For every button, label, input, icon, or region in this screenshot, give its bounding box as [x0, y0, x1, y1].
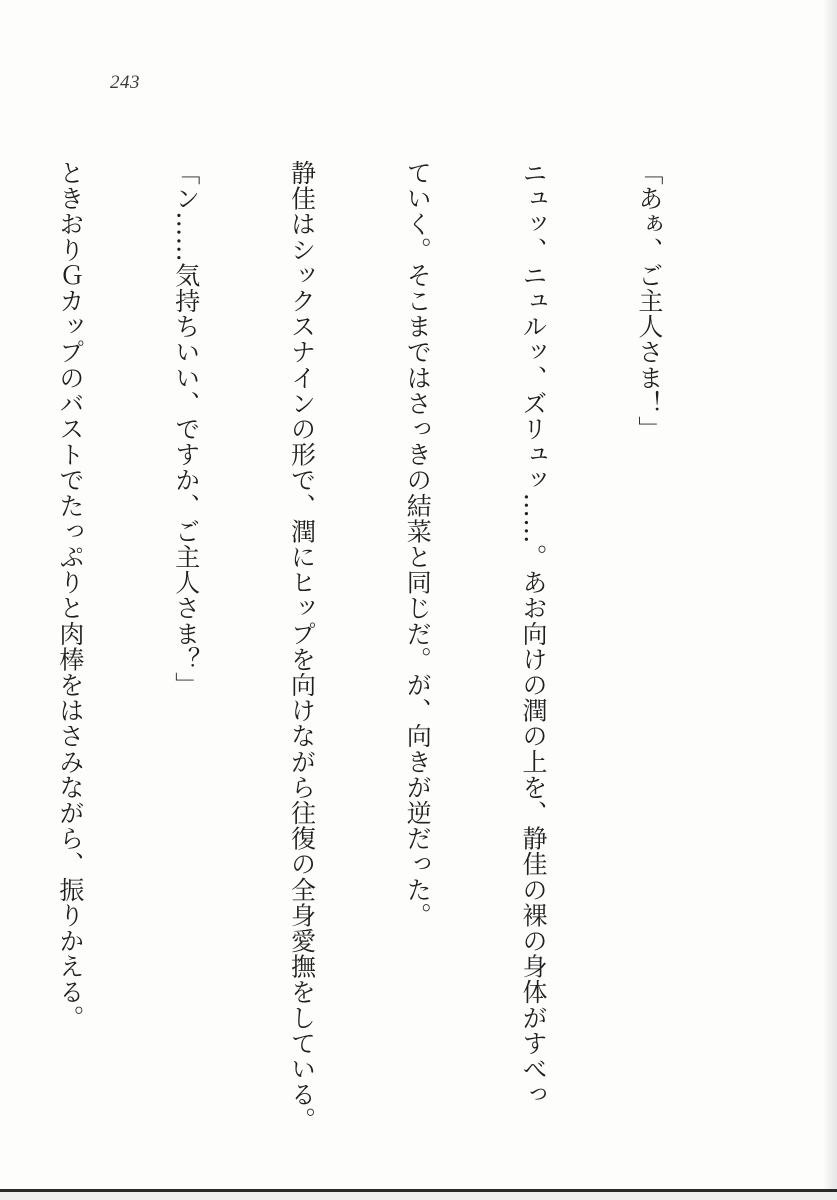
page-number: 243: [110, 72, 140, 93]
vertical-text-body: [0, 160, 745, 1133]
text-line: ていく。そこまではさっきの結菜と同じだ。が、向きが逆だった。: [403, 160, 433, 928]
text-line: 「ン……気持ちいい、ですか、ご主人さま？」: [171, 160, 201, 698]
text-line: 「あぁ、ご主人さま！」: [634, 160, 664, 442]
page-edge-shadow: [823, 0, 837, 1200]
text-line: ときおりＧカップのバストでたっぷりと肉棒をはさみながら、振りかえる。: [55, 160, 85, 1031]
text-line: ニュッ、ニュルッ、ズリュッ……。あお向けの潤の上を、静佳の裸の身体がすべっ: [519, 160, 549, 1108]
bottom-shade: [0, 1192, 837, 1200]
bottom-rule: [0, 1189, 837, 1192]
text-line: 静佳はシックスナインの形で、潤にヒップを向けながら往復の全身愛撫をしている。: [287, 160, 317, 1133]
